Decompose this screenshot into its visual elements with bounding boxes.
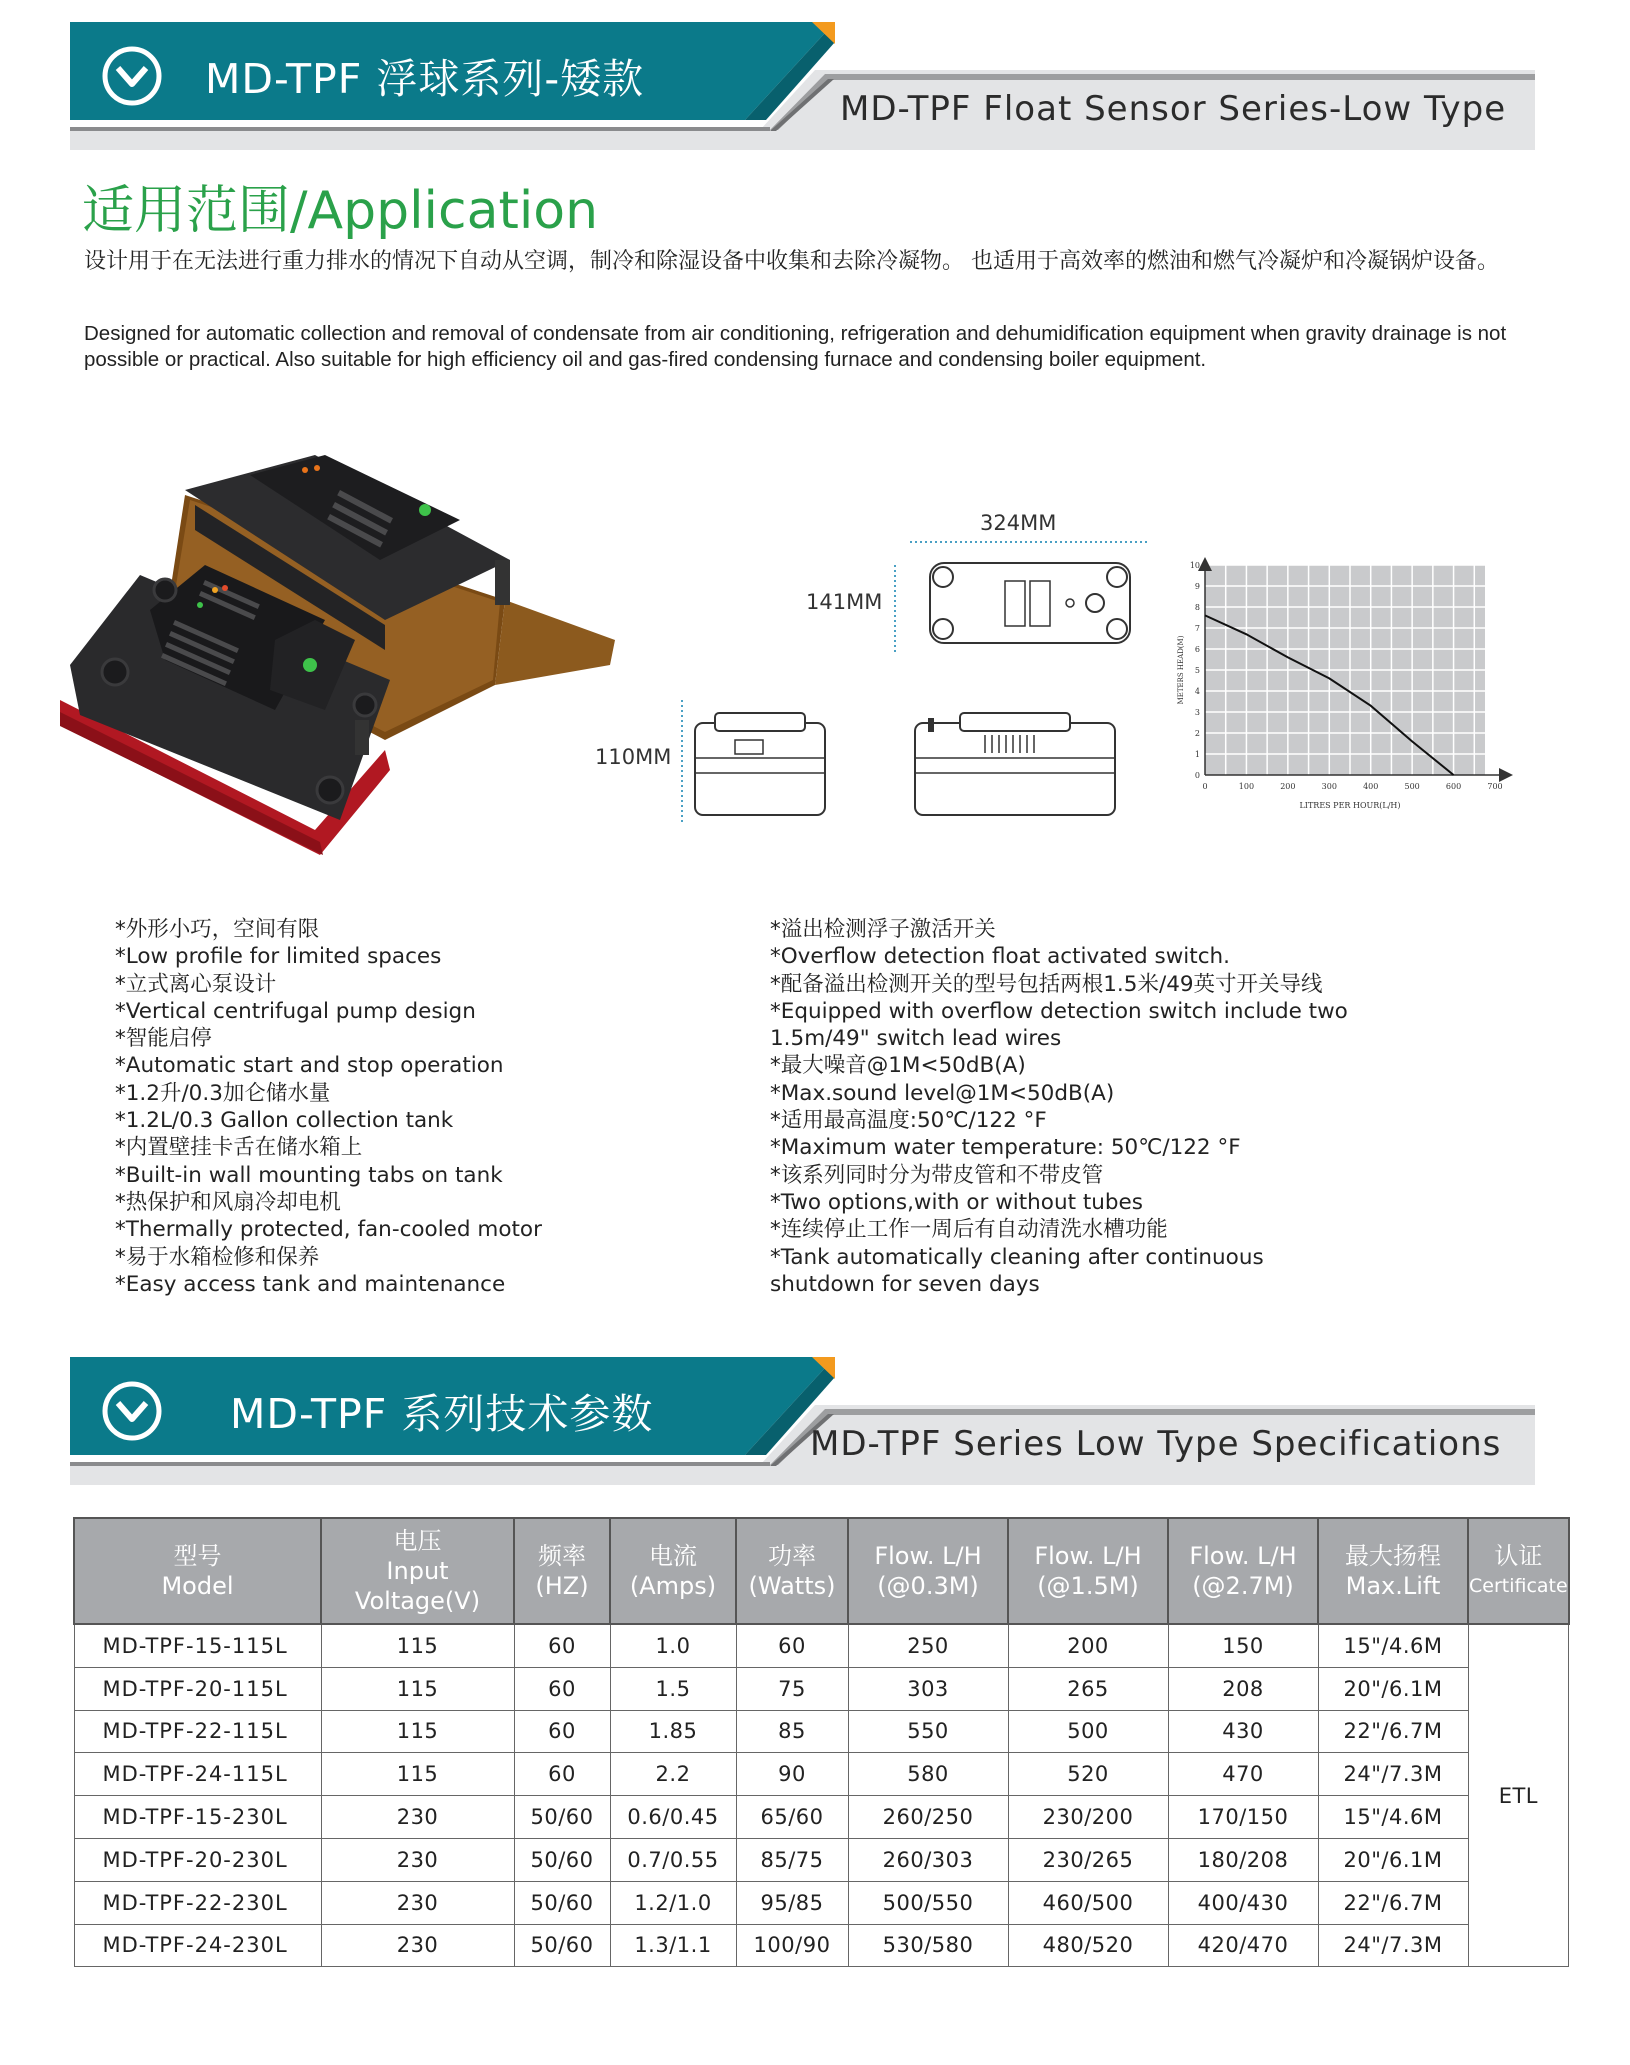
table-cell: 420/470 [1168,1924,1318,1967]
table-cell: 265 [1008,1667,1168,1710]
dimension-drawings [590,505,1150,835]
y-tick-label: 3 [1194,708,1200,717]
model-cell: MD-TPF-20-230L [74,1838,321,1881]
feature-item: *最大噪音@1M<50dB(A) [770,1053,1026,1079]
header-line: Voltage(V) [354,1587,481,1615]
table-row [74,1753,1569,1796]
banner-title-en: MD-TPF Float Sensor Series-Low Type [840,89,1507,129]
table-cell: 230/200 [1008,1796,1168,1839]
table-cell: 50/60 [514,1838,610,1881]
table-header-cell [848,1518,1008,1624]
table-row [74,1924,1569,1967]
table-header-row [74,1518,1569,1624]
y-tick-label: 5 [1194,666,1200,675]
x-tick-label: 100 [1238,782,1255,791]
table-cell: 50/60 [514,1796,610,1839]
section-banner-1 [70,22,1535,162]
x-axis-arrow [1499,768,1513,782]
table-cell: 400/430 [1168,1881,1318,1924]
x-tick-label: 300 [1321,782,1337,791]
y-tick-label: 9 [1194,582,1200,591]
x-tick-label: 0 [1202,782,1208,791]
table-cell: 0.6/0.45 [610,1796,736,1839]
table-cell: 430 [1168,1710,1318,1753]
table-cell: 1.0 [610,1624,736,1667]
table-cell: 208 [1168,1667,1318,1710]
header-line: (@1.5M) [1037,1572,1139,1600]
banner-title-en: MD-TPF Series Low Type Specifications [810,1424,1502,1464]
header-line: Certificate [1469,1575,1568,1597]
table-header-cell [736,1518,848,1624]
y-tick-label: 7 [1194,624,1200,633]
y-tick-label: 1 [1194,750,1200,759]
table-cell: 85 [736,1710,848,1753]
table-cell: 230 [321,1881,514,1924]
header-line: (Watts) [748,1572,836,1600]
table-header-cell [1168,1518,1318,1624]
banner-title-cn: MD-TPF 系列技术参数 [230,1390,654,1438]
table-cell: 20"/6.1M [1318,1667,1468,1710]
header-line: Model [161,1572,234,1600]
table-header-cell [1468,1518,1569,1624]
feature-item: *内置壁挂卡舌在储水箱上 [115,1135,363,1161]
dimension-width-label: 324MM [980,511,1057,535]
table-cell: 95/85 [736,1881,848,1924]
section-banner-2 [70,1357,1535,1497]
table-cell: 15"/4.6M [1318,1796,1468,1839]
y-tick-label: 6 [1194,645,1200,654]
table-cell: 200 [1008,1624,1168,1667]
chevron-circle-icon [100,44,164,108]
table-cell: 60 [514,1624,610,1667]
table-cell: 60 [514,1753,610,1796]
header-line: 频率 [538,1542,586,1570]
feature-item: 1.5m/49" switch lead wires [770,1026,1062,1052]
table-cell: 180/208 [1168,1838,1318,1881]
table-row [74,1624,1569,1667]
model-cell: MD-TPF-24-115L [74,1753,321,1796]
table-row [74,1838,1569,1881]
feature-item: *Automatic start and stop operation [115,1053,504,1079]
feature-item: *Equipped with overflow detection switch include two [770,998,1348,1024]
table-cell: 230/265 [1008,1838,1168,1881]
table-header-cell [74,1518,321,1624]
table-cell: 303 [848,1667,1008,1710]
table-cell: 500 [1008,1710,1168,1753]
table-cell: 24"/7.3M [1318,1924,1468,1967]
x-tick-label: 500 [1404,782,1420,791]
feature-item: *Overflow detection float activated switch. [770,944,1230,970]
feature-item: shutdown for seven days [770,1271,1040,1297]
table-cell: 24"/7.3M [1318,1753,1468,1796]
x-tick-label: 200 [1280,782,1296,791]
table-cell: 115 [321,1753,514,1796]
product-photo [55,450,625,870]
feature-item: *溢出检测浮子激活开关 [770,917,996,942]
table-header-cell [321,1518,514,1624]
table-header-cell [1318,1518,1468,1624]
y-axis-label: METERS HEAD(M) [1177,635,1185,705]
application-heading: 适用范围/Application [82,181,599,241]
table-cell: 520 [1008,1753,1168,1796]
feature-list-right [770,916,1348,1298]
feature-item: *Built-in wall mounting tabs on tank [115,1162,503,1188]
application-text-cn: 设计用于在无法进行重力排水的情况下自动从空调，制冷和除湿设备中收集和去除冷凝物。 也适用于高效率的燃油和燃气冷凝炉和冷凝锅炉设备。 [84,249,1499,274]
header-line: Max.Lift [1345,1572,1441,1600]
feature-item: *连续停止工作一周后有自动清洗水槽功能 [770,1217,1168,1243]
header-line: (@0.3M) [877,1572,979,1600]
header-line: 型号 [173,1542,222,1570]
header-line: (@2.7M) [1192,1572,1294,1600]
table-cell: 115 [321,1667,514,1710]
specifications-table [73,1517,1570,1967]
feature-item: *立式离心泵设计 [115,971,277,997]
table-cell: 2.2 [610,1753,736,1796]
table-cell: 230 [321,1796,514,1839]
table-cell: 15"/4.6M [1318,1624,1468,1667]
y-tick-label: 2 [1194,729,1200,738]
table-cell: 60 [514,1667,610,1710]
header-line: Flow. L/H [1034,1542,1142,1570]
feature-item: *智能启停 [115,1026,212,1052]
header-line: Flow. L/H [1189,1542,1297,1570]
curve-svg [1160,555,1540,815]
feature-item: *适用最高温度:50℃/122 °F [770,1108,1047,1134]
feature-item: *Low profile for limited spaces [115,944,442,970]
y-tick-label: 0 [1194,771,1200,780]
feature-item: *Thermally protected, fan-cooled motor [115,1217,542,1243]
table-cell: 260/303 [848,1838,1008,1881]
feature-item: *该系列同时分为带皮管和不带皮管 [770,1162,1104,1188]
table-cell: 460/500 [1008,1881,1168,1924]
table-cell: 115 [321,1710,514,1753]
table-cell: 550 [848,1710,1008,1753]
y-axis-arrow [1198,557,1212,571]
model-cell: MD-TPF-22-115L [74,1710,321,1753]
table-cell: 480/520 [1008,1924,1168,1967]
table-header-cell [610,1518,736,1624]
feature-item: *外形小巧，空间有限 [115,917,320,942]
header-line: 电流 [649,1542,697,1570]
table-cell: 65/60 [736,1796,848,1839]
table-cell: 1.5 [610,1667,736,1710]
table-cell: 230 [321,1838,514,1881]
header-line: 电压 [393,1527,442,1555]
table-cell: 230 [321,1924,514,1967]
table-cell: 50/60 [514,1924,610,1967]
header-line: 认证 [1494,1542,1543,1570]
table-cell: 1.85 [610,1710,736,1753]
feature-item: *Maximum water temperature: 50℃/122 °F [770,1135,1241,1161]
header-line: 最大扬程 [1345,1542,1441,1570]
certificate-cell: ETL [1468,1624,1569,1967]
table-row [74,1881,1569,1924]
feature-item: *1.2L/0.3 Gallon collection tank [115,1108,454,1134]
table-header-cell [514,1518,610,1624]
header-line: Flow. L/H [874,1542,982,1570]
table-row [74,1796,1569,1839]
feature-item: *配备溢出检测开关的型号包括两根1.5米/49英寸开关导线 [770,971,1323,997]
header-line: Input [386,1557,449,1585]
model-cell: MD-TPF-20-115L [74,1667,321,1710]
feature-item: *热保护和风扇冷却电机 [115,1189,341,1215]
y-tick-label: 10 [1189,561,1200,570]
feature-list-left [115,916,542,1298]
feature-item: *Vertical centrifugal pump design [115,998,476,1024]
table-cell: 250 [848,1624,1008,1667]
y-tick-label: 4 [1194,687,1200,696]
table-cell: 22"/6.7M [1318,1710,1468,1753]
banner-title-cn: MD-TPF 浮球系列-矮款 [205,55,645,103]
feature-item: *Max.sound level@1M<50dB(A) [770,1080,1115,1106]
model-cell: MD-TPF-22-230L [74,1881,321,1924]
model-cell: MD-TPF-15-115L [74,1624,321,1667]
table-cell: 22"/6.7M [1318,1881,1468,1924]
x-tick-label: 600 [1445,782,1462,791]
table-cell: 150 [1168,1624,1318,1667]
table-cell: 260/250 [848,1796,1008,1839]
header-line: (Amps) [629,1572,717,1600]
table-header-cell [1008,1518,1168,1624]
table-cell: 1.3/1.1 [610,1924,736,1967]
x-tick-label: 700 [1487,782,1503,791]
dimension-depth-label: 141MM [806,590,883,614]
table-cell: 470 [1168,1753,1318,1796]
table-cell: 115 [321,1624,514,1667]
feature-item: *Easy access tank and maintenance [115,1271,506,1297]
table-cell: 60 [736,1624,848,1667]
x-axis-label: LITRES PER HOUR(L/H) [1299,801,1401,810]
application-text-en: Designed for automatic collection and removal of condensate from air conditioning, refrigeration and dehumidification equipment when gravity drainage is not possible or practical. Also suitable for high efficiency oil and gas-fired condensing furnace and condensing boiler equipment. [84,322,1507,371]
table-cell: 75 [736,1667,848,1710]
header-line: (HZ) [535,1572,589,1600]
y-tick-label: 8 [1194,603,1200,612]
table-cell: 20"/6.1M [1318,1838,1468,1881]
feature-item: *1.2升/0.3加仑储水量 [115,1080,331,1106]
table-cell: 60 [514,1710,610,1753]
feature-item: *易于水箱检修和保养 [115,1244,320,1270]
chevron-circle-icon [100,1379,164,1443]
table-cell: 85/75 [736,1838,848,1881]
header-line: 功率 [768,1542,816,1570]
table-row [74,1710,1569,1753]
table-cell: 580 [848,1753,1008,1796]
table-cell: 90 [736,1753,848,1796]
table-cell: 50/60 [514,1881,610,1924]
table-cell: 170/150 [1168,1796,1318,1839]
table-cell: 1.2/1.0 [610,1881,736,1924]
x-tick-label: 400 [1363,782,1379,791]
table-cell: 500/550 [848,1881,1008,1924]
performance-curve-chart [1160,555,1540,815]
table-cell: 0.7/0.55 [610,1838,736,1881]
dimension-height-label: 110MM [595,745,672,769]
feature-item: *Two options,with or without tubes [770,1189,1143,1215]
table-cell: 530/580 [848,1924,1008,1967]
table-row [74,1667,1569,1710]
model-cell: MD-TPF-15-230L [74,1796,321,1839]
feature-item: *Tank automatically cleaning after continuous [770,1244,1264,1270]
model-cell: MD-TPF-24-230L [74,1924,321,1967]
table-cell: 100/90 [736,1924,848,1967]
